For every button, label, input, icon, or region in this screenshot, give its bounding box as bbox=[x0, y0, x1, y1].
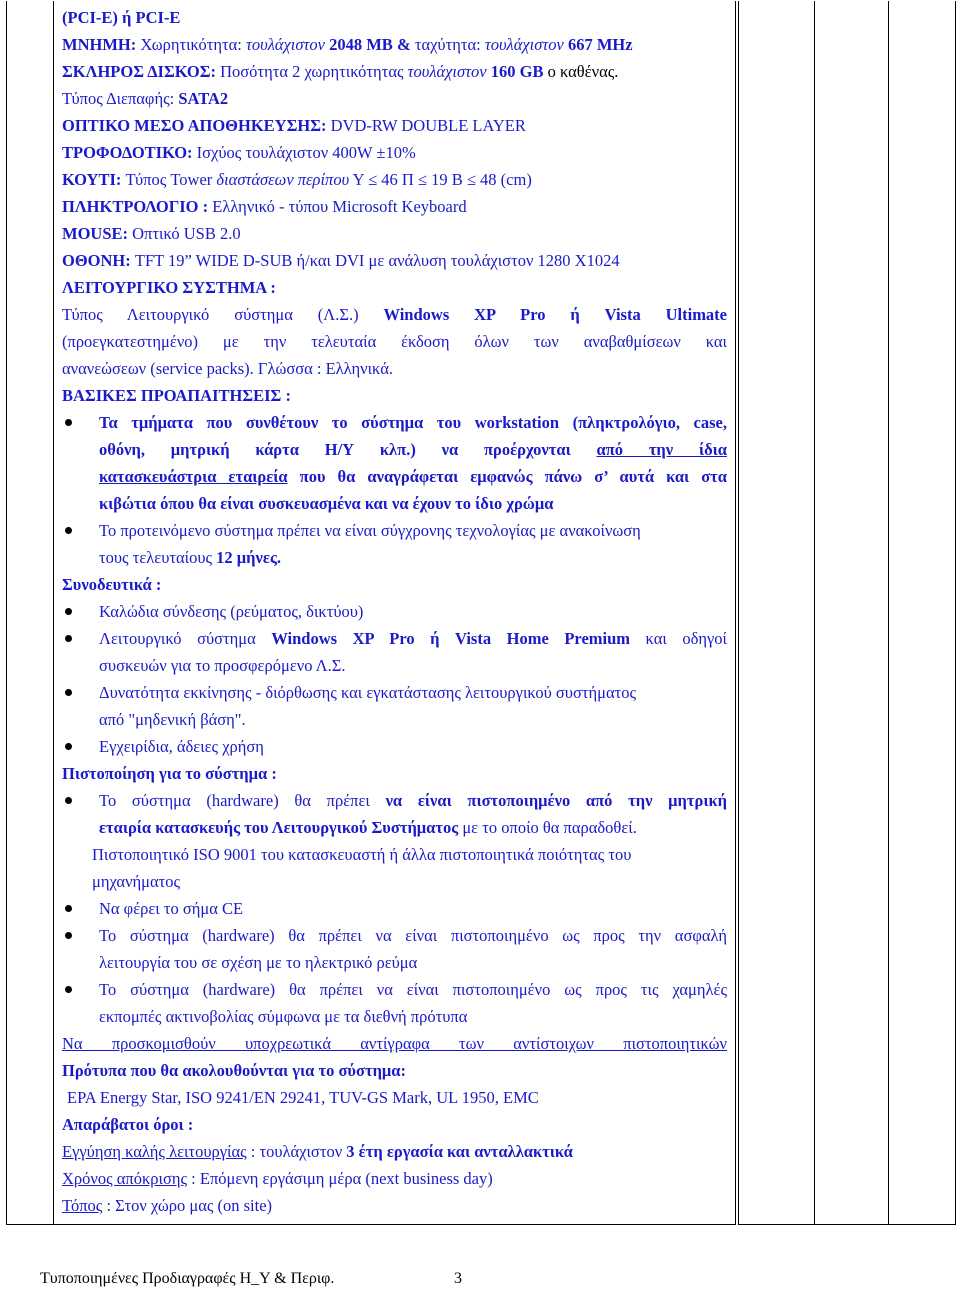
spec-content bbox=[62, 4, 727, 1219]
table-divider bbox=[53, 1, 54, 1225]
spec-line-optical: ΟΠΤΙΚΟ ΜΕΣΟ ΑΠΟΘΗΚΕΥΣΗΣ: DVD-RW DOUBLE LAYER bbox=[62, 116, 526, 135]
table-divider bbox=[735, 1, 736, 1225]
spec-line-case: ΚΟΥΤΙ: Τύπος Tower διαστάσεων περίπου Υ ≤ 46 Π ≤ 19 Β ≤ 48 (cm) bbox=[62, 170, 532, 189]
spec-line-os-cont: ανανεώσεων (service packs). Γλώσσα : Ελληνικά. bbox=[62, 359, 393, 378]
section-heading-os: ΛΕΙΤΟΥΡΓΙΚΟ ΣΥΣΤΗΜΑ : bbox=[62, 278, 276, 297]
spec-line-monitor: ΟΘΟΝΗ: TFT 19” WIDE D-SUB ή/και DVI με ανάλυση τουλάχιστον 1280 Χ1024 bbox=[62, 251, 620, 270]
spec-line-disk: ΣΚΛΗΡΟΣ ΔΙΣΚΟΣ: Ποσότητα 2 χωρητικότητας τουλάχιστον 160 GB ο καθένας. bbox=[62, 62, 619, 81]
certificates-note: Να προσκομισθούν υποχρεωτικά αντίγραφα των αντίστοιχων πιστοποιητικών bbox=[62, 1034, 727, 1053]
spec-line-mouse: MOUSE: Οπτικό USB 2.0 bbox=[62, 224, 241, 243]
bullet-item: Το σύστημα (hardware) θα πρέπει να είναι πιστοποιημένο ως προς την ασφαλή λειτουργία του σε σχέση με το ηλεκτρικό ρεύμα bbox=[62, 922, 727, 976]
bullet-item: Εγχειρίδια, άδειες χρήση bbox=[62, 733, 727, 760]
bullet-item: Να φέρει το σήμα CE bbox=[62, 895, 727, 922]
spec-line: (PCI-E) ή PCI-E bbox=[62, 8, 181, 27]
table-divider bbox=[888, 1, 889, 1225]
spec-line-os: Τύπος Λειτουργικό σύστημα (Λ.Σ.) Windows XP Pro ή Vista Ultimate bbox=[62, 305, 728, 324]
bullet-item: Λειτουργικό σύστημα Windows XP Pro ή Vista Home Premium και οδηγοί συσκευών για το προσφερόμενο Λ.Σ. bbox=[62, 625, 727, 679]
section-heading-requirements: ΒΑΣΙΚΕΣ ΠΡΟΑΠΑΙΤΗΣΕΙΣ : bbox=[62, 386, 291, 405]
bullet-item: Δυνατότητα εκκίνησης - διόρθωσης και εγκατάστασης λειτουργικού συστήματος από "μηδενική βάση". bbox=[62, 679, 727, 733]
term-warranty: Εγγύηση καλής λειτουργίας : τουλάχιστον 3 έτη εργασία και ανταλλακτικά bbox=[62, 1142, 573, 1161]
bullet-item: Το προτεινόμενο σύστημα πρέπει να είναι σύγχρονης τεχνολογίας με ανακοίνωση τους τελευταίους 12 μήνες. bbox=[62, 517, 727, 571]
standards-list: EPA Energy Star, ISO 9241/EN 29241, TUV-GS Mark, UL 1950, EMC bbox=[67, 1088, 539, 1107]
section-heading-accessories: Συνοδευτικά : bbox=[62, 575, 162, 594]
table-divider bbox=[814, 1, 815, 1225]
section-heading-certification: Πιστοποίηση για το σύστημα : bbox=[62, 764, 277, 783]
spec-line-psu: ΤΡΟΦΟΔΟΤΙΚΟ: Ισχύος τουλάχιστον 400W ±10% bbox=[62, 143, 416, 162]
term-response-time: Χρόνος απόκρισης : Επόμενη εργάσιμη μέρα (next business day) bbox=[62, 1169, 493, 1188]
term-location: Τόπος : Στον χώρο μας (on site) bbox=[62, 1196, 273, 1215]
spec-line-interface: Τύπος Διεπαφής: SATA2 bbox=[62, 89, 229, 108]
page-number: 3 bbox=[454, 1270, 462, 1287]
bullet-item: Καλώδια σύνδεσης (ρεύματος, δικτύου) bbox=[62, 598, 727, 625]
table-border-left bbox=[6, 1, 7, 1225]
spec-line-keyboard: ΠΛΗΚΤΡΟΛΟΓΙΟ : Ελληνικό - τύπου Microsoft Keyboard bbox=[62, 197, 467, 216]
spec-line-os-cont: (προεγκατεστημένο) με την τελευταία έκδοση όλων των αναβαθμίσεων και bbox=[62, 332, 727, 351]
table-border-bottom bbox=[6, 1224, 736, 1225]
section-heading-terms: Απαράβατοι όροι : bbox=[62, 1115, 194, 1134]
spec-paragraph: Πιστοποιητικό ISO 9001 του κατασκευαστή ή άλλα πιστοποιητικά ποιότητας του μηχανήματος bbox=[92, 845, 632, 891]
page-footer: Τυποποιημένες Προδιαγραφές Η_Υ & Περιφ. bbox=[40, 1270, 335, 1287]
table-divider bbox=[738, 1, 739, 1225]
table-border-right bbox=[955, 1, 956, 1225]
bullet-item: Τα τμήματα που συνθέτουν το σύστημα του workstation (πληκτρολόγιο, case, οθόνη, μητρική κάρτα Η/Υ κλπ.) να προέρχονται από την ίδια κατασκευάστρια εταιρεία που θα αναγράφεται εμφανώς πάνω σ’ αυτά και στα κιβώτια όπου θα είναι συσκευασμένα και να έχουν το ίδιο χρώμα bbox=[62, 409, 727, 517]
table-border-bottom bbox=[738, 1224, 956, 1225]
bullet-item: Το σύστημα (hardware) θα πρέπει να είναι πιστοποιημένο ως προς τις χαμηλές εκπομπές ακτινοβολίας σύμφωνα με τα διεθνή πρότυπα bbox=[62, 976, 727, 1030]
bullet-item: Το σύστημα (hardware) θα πρέπει να είναι πιστοποιημένο από την μητρική εταιρία κατασκευής του Λειτουργικού Συστήματος με το οποίο θα παραδοθεί. bbox=[62, 787, 727, 841]
section-heading-standards: Πρότυπα που θα ακολουθούνται για το σύστημα: bbox=[62, 1061, 406, 1080]
spec-line-memory: ΜΝΗΜΗ: Χωρητικότητα: τουλάχιστον 2048 MB & ταχύτητα: τουλάχιστον 667 MHz bbox=[62, 35, 633, 54]
